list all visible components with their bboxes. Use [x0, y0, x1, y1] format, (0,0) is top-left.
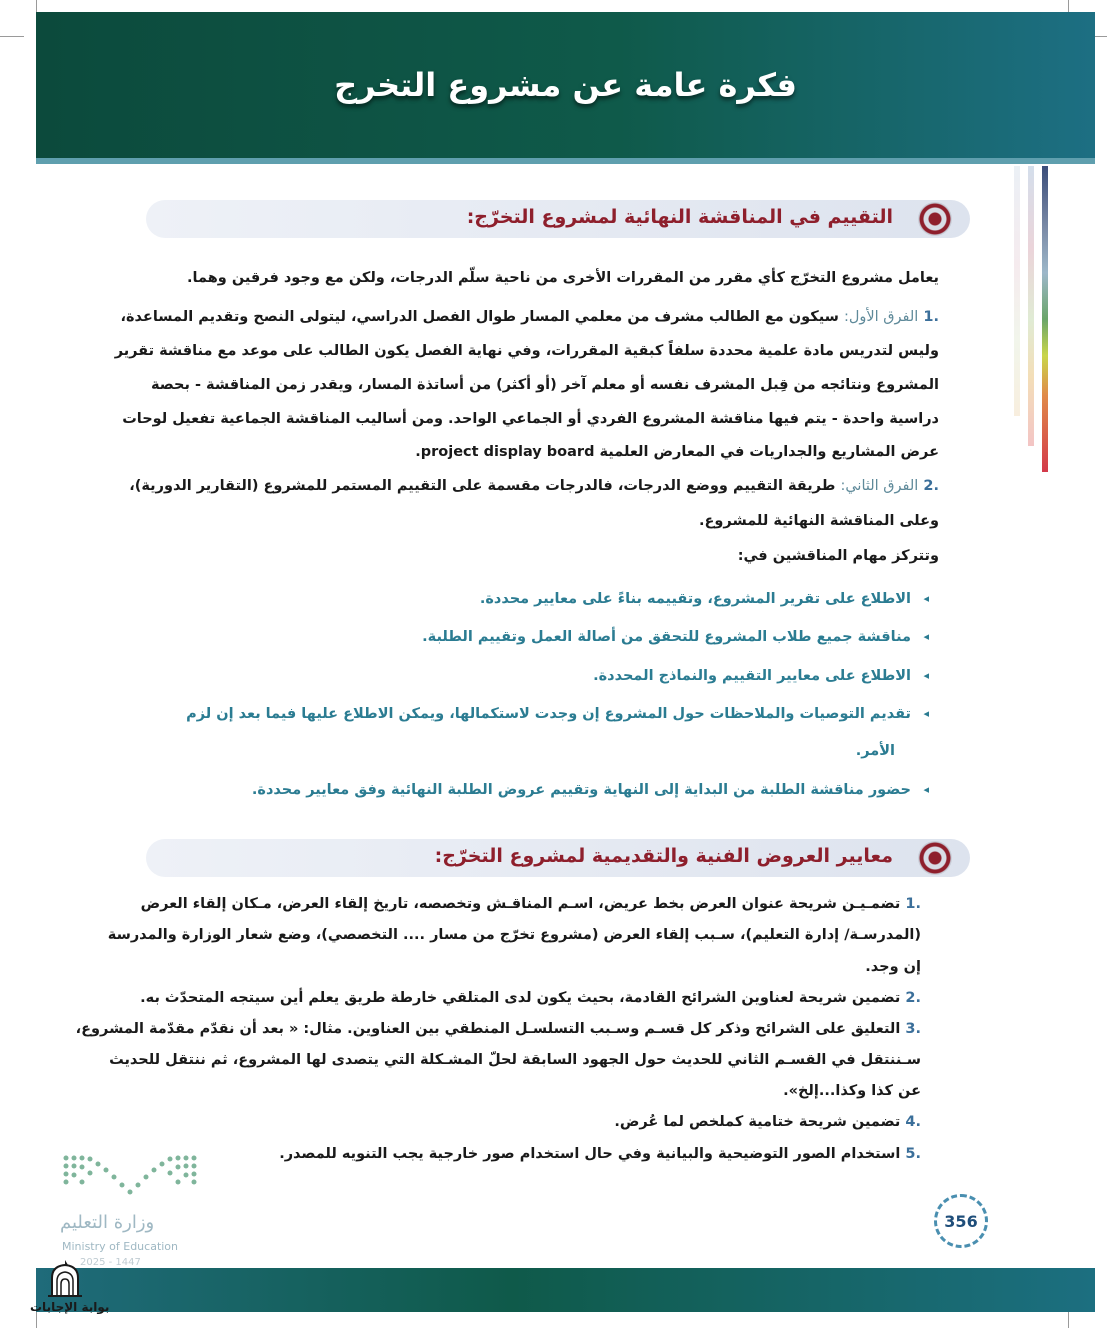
- criteria-line: [140, 983, 921, 1014]
- page-number: 356: [934, 1194, 988, 1248]
- item-label: الفرق الأول:: [843, 309, 919, 325]
- item-line: المشروع ونتائجه من قِبل المشرف نفسه أو معلم آخر (أو أكثر) من أساتذة المسار، ويقدر زمن المناقشة - بحصة: [150, 377, 939, 393]
- site-name: بوابة الإجابات: [30, 1300, 110, 1314]
- item-number: .4: [905, 1114, 921, 1130]
- bullet-item: ◂ الاطلاع على تقرير المشروع، وتقييمه بناءً على معايير محددة.: [480, 582, 911, 616]
- item-number: .5: [905, 1146, 921, 1162]
- bullet-continuation: الأمر.: [855, 743, 895, 759]
- bullet-item: ◂ الاطلاع على معايير التقييم والنماذج المحددة.: [593, 659, 911, 693]
- criteria-line: [141, 889, 921, 920]
- item-number: .1: [923, 309, 939, 325]
- ministry-name-en: Ministry of Education: [62, 1240, 179, 1253]
- item-text: تضمـيـن شريحة عنوان العرض بخط عريض، اسـم المناقـش وتخصصه، تاريخ إلقاء العرض، مـكان إلقاء العرض: [140, 896, 901, 912]
- criteria-line: عن كذا وكذا...إلخ».: [783, 1083, 921, 1099]
- ministry-logo-icon: [60, 1152, 200, 1198]
- footer-bar: [36, 1268, 1095, 1312]
- bullet-item: ◂ مناقشة جميع طلاب المشروع للتحقق من أصالة العمل وتقييم الطلبة.: [422, 620, 911, 654]
- criteria-line: [614, 1107, 921, 1138]
- bullet-item: ◂ حضور مناقشة الطلبة من البداية إلى النهاية وتقييم عروض الطلبة النهائية وفق معايير محددة.: [252, 773, 911, 807]
- item-text: التعليق على الشرائح وذكر كل قسـم وسـبب التسلسـل المنطقي بين العناوين. مثال: « بعد أن نقدّم مقدّمة المشروع،: [75, 1021, 901, 1037]
- item-line: وليس لتدريس مادة علمية محددة سلفاً كبقية المقررات، وفي نهاية الفصل يكون الطالب على موعد مع مناقشة تقرير: [114, 343, 939, 359]
- criteria-line: [279, 1139, 921, 1170]
- item-line: وعلى المناقشة النهائية للمشروع.: [699, 513, 939, 529]
- target-bullet-icon: [918, 202, 952, 236]
- header-strip: [36, 158, 1095, 164]
- item-text: استخدام الصور التوضيحية والبيانية وفي حال استخدام صور خارجية يجب التنويه للمصدر.: [279, 1146, 901, 1162]
- item-number: .3: [905, 1021, 921, 1037]
- section-title: معايير العروض الفنية والتقديمية لمشروع التخرّج:: [434, 845, 893, 867]
- item-text: تضمين شريحة ختامية كملخص لما عُرض.: [614, 1114, 901, 1130]
- item-number: .2: [923, 478, 939, 494]
- item-line: عرض المشاريع والجداريات في المعارض العلمية project display board.: [415, 444, 939, 460]
- criteria-line: [76, 1014, 921, 1045]
- ministry-name-ar: وزارة التعليم: [60, 1212, 155, 1233]
- crop-mark: [0, 36, 24, 37]
- item-number: .2: [905, 990, 921, 1006]
- item-text: طريقة التقييم ووضع الدرجات، فالدرجات مقسمة على التقييم المستمر للمشروع (التقارير الدورية)،: [129, 478, 836, 494]
- item-line: [120, 300, 939, 334]
- item-text: تضمين شريحة لعناوين الشرائح القادمة، بحيث يكون لدى المتلقي خارطة طريق يعلم أين سيتجه المتحدّث به.: [140, 990, 901, 1006]
- target-bullet-icon: [918, 841, 952, 875]
- item-line: دراسية واحدة - يتم فيها مناقشة المشروع الفردي أو الجماعي الواحد. ومن أساليب المناقشة الجماعية تفعيل لوحات: [122, 411, 939, 427]
- mosque-logo-icon: [42, 1256, 88, 1300]
- intro-paragraph: يعامل مشروع التخرّج كأي مقرر من المقررات الأخرى من ناحية سلّم الدرجات، ولكن مع وجود فرقين وهما.: [187, 270, 939, 286]
- item-number: .1: [905, 896, 921, 912]
- color-bars-decoration: [1012, 166, 1054, 472]
- bullet-item: ◂ تقديم التوصيات والملاحظات حول المشروع إن وجدت لاستكمالها، ويمكن الاطلاع عليها فيما بعد إن لزم: [186, 697, 911, 731]
- criteria-line: سـننتقل في القسـم الثاني للحديث حول الجهود السابقة لحلّ المشـكلة التي يتصدى لها المشروع، ثم ننتقل للحديث: [109, 1052, 921, 1068]
- page-title: فكرة عامة عن مشروع التخرج: [334, 66, 797, 104]
- item-text: سيكون مع الطالب مشرف من معلمي المسار طوال الفصل الدراسي، ليتولى النصح وتقديم المساعدة،: [120, 309, 839, 325]
- edition-year: 2025 - 1447: [80, 1257, 141, 1268]
- criteria-line: (المدرسـة/ إدارة التعليم)، سـبب إلقاء العرض (مشروع تخرّج من مسار .... التخصصي)، وضع شعار الوزارة والمدرسة: [107, 927, 921, 943]
- section-title: التقييم في المناقشة النهائية لمشروع التخرّج:: [466, 206, 893, 228]
- item-label: الفرق الثاني:: [840, 478, 919, 494]
- item-line: [129, 469, 939, 503]
- tasks-intro: وتتركز مهام المناقشين في:: [737, 548, 939, 564]
- criteria-line: إن وجد.: [865, 959, 921, 975]
